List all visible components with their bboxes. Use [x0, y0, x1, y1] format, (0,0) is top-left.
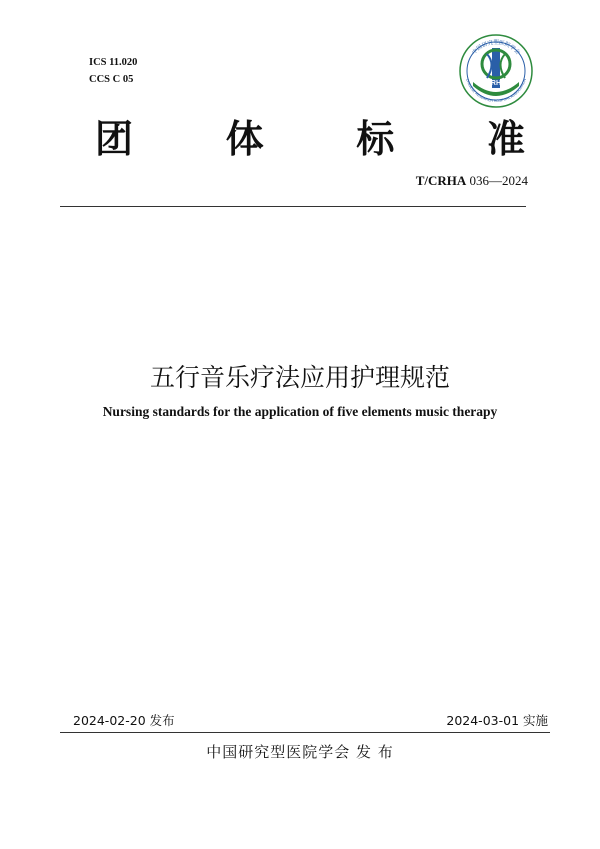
logo-ring-cn: 中国研究型医院学会 — [471, 40, 521, 56]
publisher: 中国研究型医院学会 发 布 — [206, 743, 394, 761]
classification-codes — [89, 54, 137, 88]
title-char: 准 — [486, 117, 525, 161]
title-char: 体 — [225, 117, 264, 161]
ccs-code: CCS C 05 — [89, 74, 134, 85]
publish-date: 2024-02-20 发布 — [73, 713, 175, 728]
document-title-en: Nursing standards for the application of five elements music therapy — [102, 404, 498, 419]
standard-code: 036—2024 — [469, 173, 528, 188]
document-title-cn: 五行音乐疗法应用护理规范 — [149, 363, 450, 392]
footer-divider — [60, 732, 550, 733]
standard-prefix: T/CRHA — [415, 173, 467, 188]
header-divider — [60, 206, 526, 207]
standard-number — [416, 173, 528, 189]
title-char: 团 — [95, 117, 134, 161]
association-logo-icon — [459, 34, 533, 108]
implement-date: 2024-03-01 实施 — [446, 713, 548, 728]
standard-type-title — [95, 108, 525, 163]
ics-code: ICS 11.020 — [89, 57, 138, 68]
logo-ring-en: CHINESE RESEARCH HOSPITAL ASSOCIATION — [465, 78, 527, 104]
title-char: 标 — [356, 117, 395, 161]
logo-abbr: CRHA — [485, 80, 507, 87]
